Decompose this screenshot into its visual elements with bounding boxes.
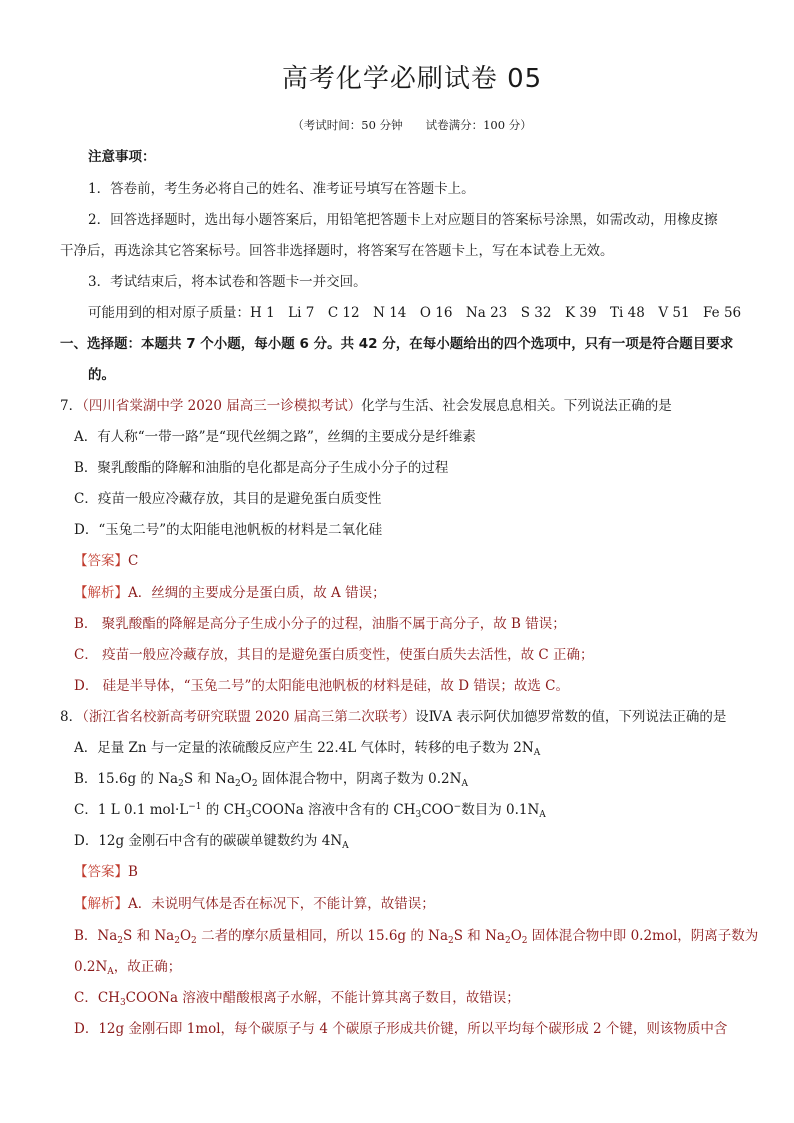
- note-2-line-2: 干净后，再选涂其它答案标号。回答非选择题时，将答案写在答题卡上，写在本试卷上无效。: [60, 243, 614, 259]
- q8-analysis-a: [74, 895, 435, 913]
- q8-option-c: C．1 L 0.1 $mol\cdot L^{-1}$ 的 $CH_3COONa$ 溶液中含有的 $CH_3COO^-$数目为 $0.1N_A$: [74, 802, 546, 820]
- q7-option-c: C．疫苗一般应冷藏存放，其目的是避免蛋白质变性: [74, 491, 382, 507]
- note-3: 3．考试结束后，将本试卷和答题卡一并交回。: [88, 274, 367, 290]
- answer-value: B: [128, 864, 138, 880]
- analysis-label: 【解析】: [74, 896, 128, 912]
- question-number: 8．: [60, 709, 83, 725]
- question-source: （四川省棠湖中学 2020 届高三一诊模拟考试）: [82, 398, 362, 414]
- q8-analysis-d: D．12g 金刚石即 1mol，每个碳原子与 4 个碳原子形成共价键，所以平均每个碳形成 2 个键，则该物质中含: [74, 1021, 728, 1037]
- question-source: （浙江省名校新高考研究联盟 2020 届高三第二次联考）: [82, 709, 416, 725]
- question-text: 化学与生活、社会发展息息相关。下列说法正确的是: [361, 398, 672, 414]
- q7-option-b: B．聚乳酸酯的降解和油脂的皂化都是高分子生成小分子的过程: [74, 460, 449, 476]
- q8-analysis-b-line-1: B．$Na_2S$ 和 $Na_2O_2$ 二者的摩尔质量相同，所以 15.6g 的 $Na_2S$ 和 $Na_2O_2$ 固体混合物中即 0.2mol，阴离子数为: [74, 928, 759, 946]
- q7-option-d: D．“玉兔二号”的太阳能电池帆板的材料是二氧化硅: [74, 522, 383, 538]
- q7-analysis-d: D． 硅是半导体，“玉兔二号”的太阳能电池帆板的材料是硅，故 D 错误；故选 C。: [74, 678, 569, 694]
- exam-info: （考试时间：50 分钟 试卷满分：100 分）: [292, 118, 532, 132]
- section-heading: 一、选择题：本题共 7 个小题，每小题 6 分。共 42 分，在每小题给出的四个选项中，只有一项是符合题目要求: [60, 336, 734, 352]
- section-heading-cont: 的。: [88, 367, 115, 383]
- atomic-mass-list: 可能用到的相对原子质量：H 1 Li 7 C 12 N 14 O 16 Na 23 S 32 K 39 Ti 48 V 51 Fe 56: [88, 305, 742, 321]
- note-1: 1．答卷前，考生务必将自己的姓名、准考证号填写在答题卡上。: [88, 181, 475, 197]
- question-8-stem: [60, 708, 726, 726]
- q8-analysis-b-line-2: $0.2N_A$，故正确；: [74, 959, 182, 977]
- note-2-line-1: 2．回答选择题时，选出每小题答案后，用铅笔把答题卡上对应题目的答案标号涂黑，如需改动，用橡皮擦: [88, 212, 718, 228]
- question-7-stem: [60, 397, 672, 415]
- q8-option-d: D．12g 金刚石中含有的碳碳单键数约为 $4N_A$: [74, 833, 349, 851]
- analysis-text: A．未说明气体是否在标况下，不能计算，故错误；: [128, 896, 435, 912]
- page-title: 高考化学必刷试卷 05: [281, 64, 543, 94]
- q8-analysis-c: C．$CH_3COONa$ 溶液中醋酸根离子水解，不能计算其离子数目，故错误；: [74, 990, 520, 1008]
- analysis-text: A．丝绸的主要成分是蛋白质，故 A 错误；: [128, 585, 386, 601]
- q7-option-a: A．有人称“一带一路”是“现代丝绸之路”，丝绸的主要成分是纤维素: [74, 429, 476, 445]
- notes-heading: 注意事项：: [88, 149, 156, 165]
- question-number: 7．: [60, 398, 83, 414]
- q8-option-b: B．15.6g 的 $Na_2S$ 和 $Na_2O_2$ 固体混合物中，阴离子数为 $0.2N_A$: [74, 771, 468, 789]
- answer-label: 【答案】: [74, 864, 128, 880]
- q7-analysis-a: [74, 584, 386, 602]
- answer-value: C: [128, 553, 139, 569]
- question-text: 设ⅣA 表示阿伏加德罗常数的值，下列说法正确的是: [415, 709, 727, 725]
- answer-label: 【答案】: [74, 553, 128, 569]
- q7-analysis-c: C． 疫苗一般应冷藏存放，其目的是避免蛋白质变性，使蛋白质失去活性，故 C 正确；: [74, 647, 594, 663]
- analysis-label: 【解析】: [74, 585, 128, 601]
- q8-option-a: A．足量 Zn 与一定量的浓硫酸反应产生 22.4L 气体时，转移的电子数为 $2N_A$: [74, 740, 541, 758]
- q7-analysis-b: B． 聚乳酸酯的降解是高分子生成小分子的过程，油脂不属于高分子，故 B 错误；: [74, 616, 566, 632]
- q8-answer: [74, 863, 138, 881]
- q7-answer: [74, 552, 138, 570]
